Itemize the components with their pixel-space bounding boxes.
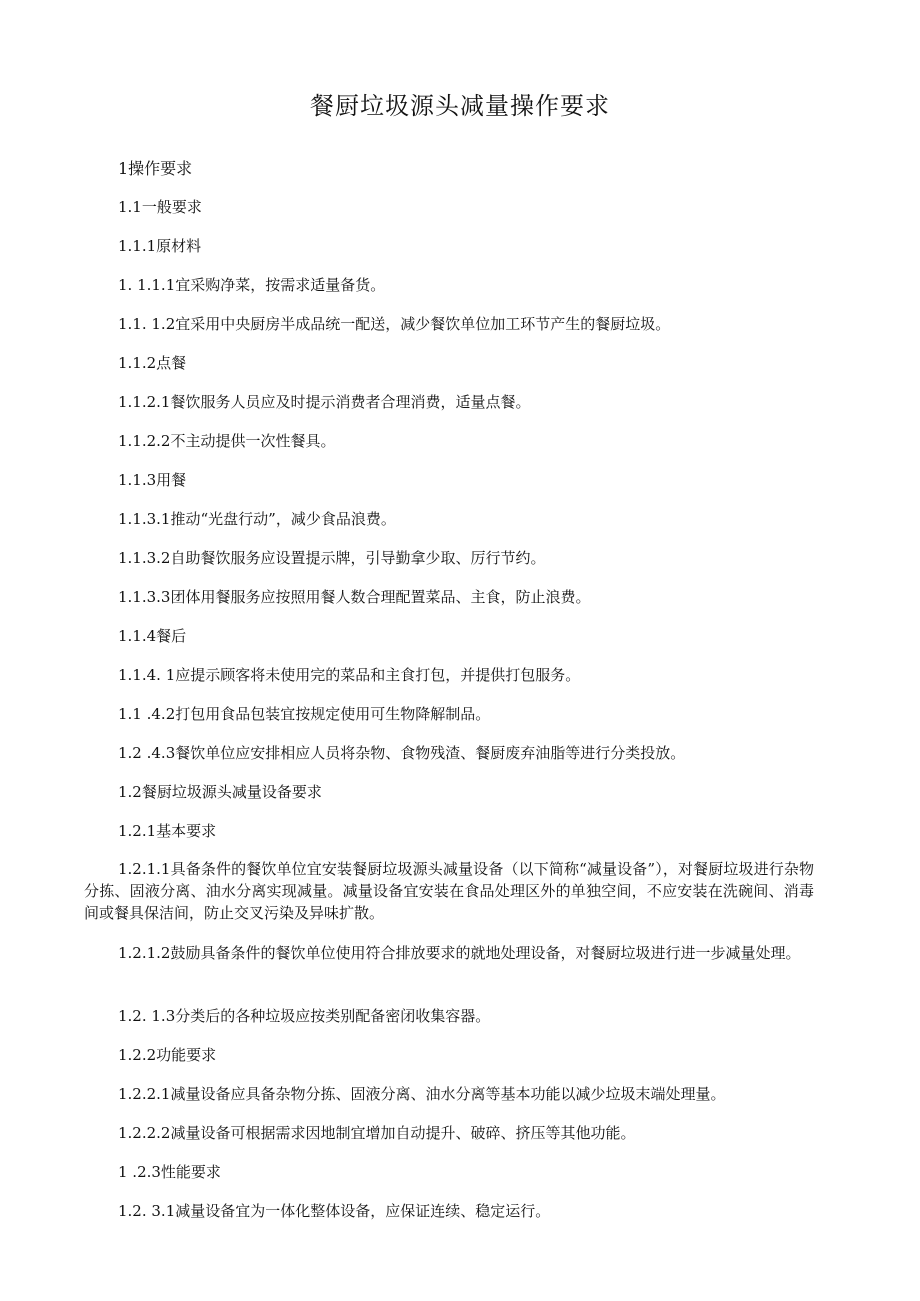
subsection-heading: 1.1.3用餐 — [118, 471, 187, 489]
paragraph: 1.2.1.2鼓励具备条件的餐饮单位使用符合排放要求的就地处理设备，对餐厨垃圾进行进一步减量处理。 — [118, 944, 801, 962]
text-line: 1.1.2.2不主动提供一次性餐具。 — [118, 432, 336, 450]
subsection-heading: 1 .2.3性能要求 — [118, 1163, 221, 1181]
text-line: 1.1.2.1餐饮服务人员应及时提示消费者合理消费，适量点餐。 — [118, 393, 531, 411]
subsection-heading: 1.1.2点餐 — [118, 354, 187, 372]
subsection-heading: 1.2.1基本要求 — [118, 822, 217, 840]
subsection-heading: 1.1一般要求 — [118, 198, 202, 216]
section-heading: 1操作要求 — [118, 159, 193, 178]
text-line: 1.1 .4.2打包用食品包装宜按规定使用可生物降解制品。 — [118, 705, 491, 723]
text-line: 1.1.3.3团体用餐服务应按照用餐人数合理配置菜品、主食，防止浪费。 — [118, 588, 591, 606]
subsection-heading: 1.2餐厨垃圾源头减量设备要求 — [118, 783, 322, 801]
text-line: 1.1. 1.2宜采用中央厨房半成品统一配送，减少餐饮单位加工环节产生的餐厨垃圾。 — [118, 315, 671, 333]
text-line: 1.1.4. 1应提示顾客将未使用完的菜品和主食打包，并提供打包服务。 — [118, 666, 581, 684]
text-line: 1.2.2.1减量设备应具备杂物分拣、固液分离、油水分离等基本功能以减少垃圾末端处理量。 — [118, 1085, 726, 1103]
text-line: 1.2. 1.3分类后的各种垃圾应按类别配备密闭收集容器。 — [118, 1007, 491, 1025]
text-line: 1.2 .4.3餐饮单位应安排相应人员将杂物、食物残渣、餐厨废弃油脂等进行分类投放。 — [118, 744, 686, 762]
subsection-heading: 1.1.1原材料 — [118, 237, 202, 255]
subsection-heading: 1.1.4餐后 — [118, 627, 187, 645]
text-line: 1. 1.1.1宜采购净菜，按需求适量备货。 — [118, 276, 386, 294]
text-line: 1.1.3.2自助餐饮服务应设置提示牌，引导勤拿少取、厉行节约。 — [118, 549, 546, 567]
paragraph: 1.2.1.1具备条件的餐饮单位宜安装餐厨垃圾源头减量设备（以下简称“减量设备”），对餐厨垃圾进行杂物分拣、固液分离、油水分离实现减量。减量设备宜安装在食品处理区外的单独空间，不应安装在洗碗间、消毒间或餐具保洁间，防止交叉污染及异味扩散。 — [84, 860, 814, 922]
text-line: 1.2. 3.1减量设备宜为一体化整体设备，应保证连续、稳定运行。 — [118, 1202, 551, 1220]
page-title: 餐厨垃圾源头减量操作要求 — [310, 92, 610, 120]
subsection-heading: 1.2.2功能要求 — [118, 1046, 217, 1064]
text-line: 1.2.2.2减量设备可根据需求因地制宜增加自动提升、破碎、挤压等其他功能。 — [118, 1124, 636, 1142]
text-line: 1.1.3.1推动“光盘行动”，减少食品浪费。 — [118, 510, 396, 528]
